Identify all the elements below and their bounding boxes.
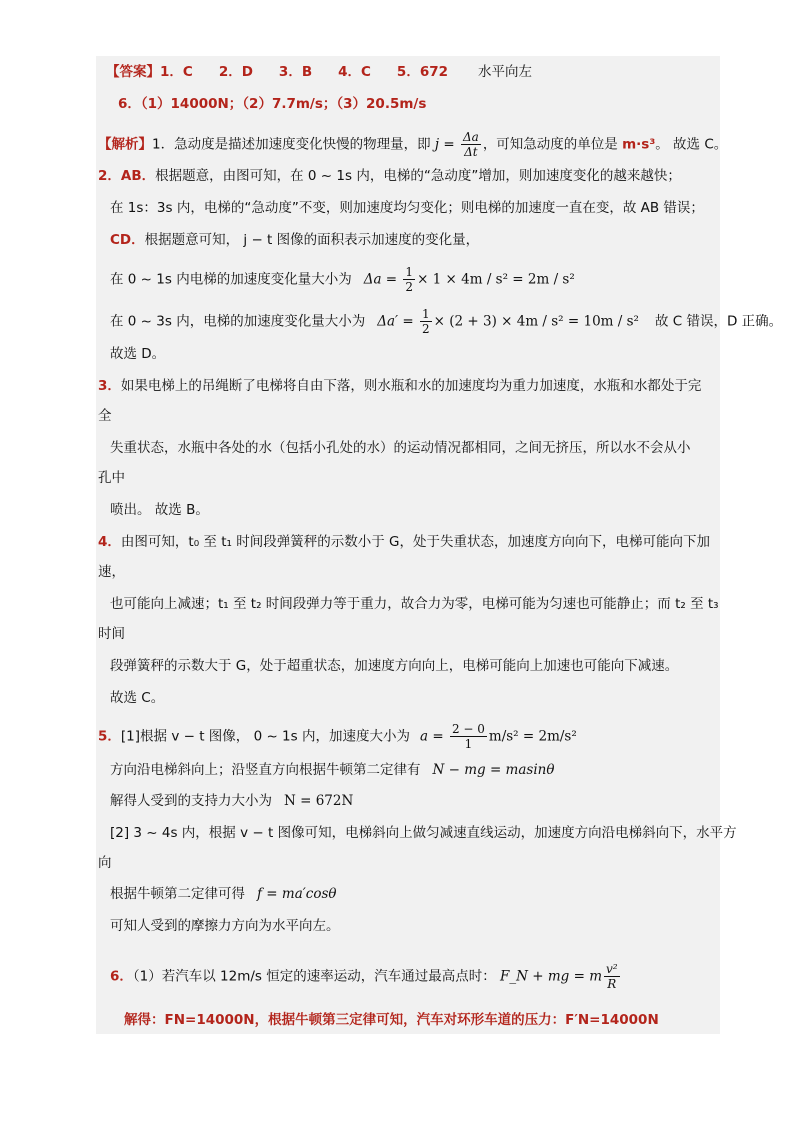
analysis-p5-line3 (110, 791, 353, 811)
analysis-tag: 【解析】 (98, 136, 152, 153)
analysis-p4-line1 (98, 532, 710, 552)
analysis-p3-line2: 全 (98, 408, 112, 424)
fraction-v-squared-over-r: $\frac{\text{v²}}{R}$ (606, 962, 618, 991)
answer-item: 3．B (278, 64, 313, 80)
answer-line (106, 62, 532, 82)
analysis-p2-line6: 故选 D。 (110, 346, 166, 362)
item-number: 5． (98, 728, 121, 745)
item-number: 4． (98, 534, 121, 550)
analysis-p5-line1: 5．[1]根据 v − t 图像， 0 ~ 1s 内，加速度大小为 a = $\frac{2 - 0}{1}$ m/s² = 2m/s² (98, 722, 577, 751)
analysis-text: 根据题意可知， j − t 图像的面积表示加速度的变化量， (144, 232, 480, 248)
answer-item: 4．C (338, 64, 371, 80)
analysis-p2-line2: 在 1s：3s 内，电梯的“急动度”不变，则加速度均匀变化；则电梯的加速度一直在变，故 AB 错误； (110, 200, 704, 216)
analysis-p2-line3 (110, 230, 479, 250)
fraction-one-half: $\frac{1}{2}$ (405, 265, 414, 294)
analysis-text: 方向沿电梯斜向上；沿竖直方向根据牛顿第二定律有 (110, 762, 421, 778)
item-number: 2．AB． (98, 168, 156, 184)
analysis-text: 由图可知，t₀ 至 t₁ 时间段弹簧秤的示数小于 G，处于失重状态，加速度方向向下，电梯可能向下加 (120, 534, 710, 550)
answer-item: 1．C (160, 64, 193, 80)
analysis-text: 。 故选 C。 (655, 136, 728, 153)
analysis-p2-line4: 在 0 ~ 1s 内电梯的加速度变化量大小为 Δa = $\frac{1}{2}$ × 1 × 4m / s² = 2m / s² (110, 265, 575, 294)
analysis-p4-line6: 故选 C。 (110, 690, 165, 706)
answer-tag: 【答案】 (106, 64, 160, 80)
analysis-p4-line3: 也可能向上减速；t₁ 至 t₂ 时间段弹力等于重力，故合力为零，电梯可能为匀速也可能静止；而 t₂ 至 t₃ (110, 596, 719, 612)
analysis-p4-line5: 段弹簧秤的示数大于 G，处于超重状态，加速度方向向上，电梯可能向上加速也可能向下减速。 (110, 658, 679, 674)
item-number: 3． (98, 378, 121, 394)
equation: × 1 × 4m / s² = 2m / s² (417, 271, 575, 288)
fraction-delta-a-over-delta-t: $\frac{\Delta a}{\Delta t}$ (462, 130, 479, 159)
analysis-text: [1]根据 v − t 图像， 0 ~ 1s 内，加速度大小为 (120, 728, 410, 745)
analysis-text: 1．急动度是描述加速度变化快慢的物理量，即 (152, 136, 431, 153)
analysis-text: 故 C 错误，D 正确。 (654, 313, 783, 330)
analysis-p4-line2: 速， (98, 564, 125, 580)
equation: N = 672N (284, 793, 354, 809)
analysis-p5-line4: [2] 3 ~ 4s 内，根据 v − t 图像可知，电梯斜向上做匀减速直线运动，加速度方向沿电梯斜向下，水平方 (110, 825, 737, 841)
item-number: CD． (110, 232, 145, 248)
equation: F_N + mg = m (500, 968, 603, 985)
analysis-text: ，可知急动度的单位是 (482, 136, 623, 153)
fraction-two-minus-zero-over-one: $\frac{2 - 0}{1}$ (451, 722, 485, 751)
analysis-p5-line5: 向 (98, 855, 112, 871)
answer-item: 5．672 (396, 64, 448, 80)
answer-item: 水平向左 (478, 64, 532, 80)
analysis-p1: 【解析】1．急动度是描述加速度变化快慢的物理量，即 j = $\frac{\Delta a}{\Delta t}$ ，可知急动度的单位是 m·s³。 故选 C。 (98, 130, 728, 159)
analysis-text: （1）若汽车以 12m/s 恒定的速率运动，汽车通过最高点时： (132, 968, 496, 985)
answer-line-2: 6．（1）14000N；（2）7.7m/s；（3）20.5m/s (118, 96, 427, 112)
analysis-text: 在 0 ~ 1s 内电梯的加速度变化量大小为 (110, 271, 352, 288)
equation: f = ma′cosθ (257, 886, 337, 902)
analysis-p6-line2 (124, 1010, 659, 1030)
unit-text: m·s³ (622, 136, 656, 153)
fraction-one-half: $\frac{1}{2}$ (421, 307, 430, 336)
analysis-text: 解得：FN=14000N，根据牛顿第三定律可知，汽车对环形车道的压力：F′N=14000N (124, 1012, 659, 1028)
analysis-text: 根据牛顿第二定律可得 (110, 886, 245, 902)
equation: N − mg = masinθ (432, 762, 555, 778)
analysis-p3-line5: 喷出。 故选 B。 (110, 502, 209, 518)
analysis-p2-line5: 在 0 ~ 3s 内，电梯的加速度变化量大小为 Δa′ = $\frac{1}{2}$ × (2 + 3) × 4m / s² = 10m / s² 故 C 错误，D 正确。 (110, 307, 783, 336)
analysis-p5-line2 (110, 760, 554, 780)
analysis-text: 在 0 ~ 3s 内，电梯的加速度变化量大小为 (110, 313, 366, 330)
equation: × (2 + 3) × 4m / s² = 10m / s² (433, 313, 639, 330)
answer-item: 2．D (218, 64, 253, 80)
analysis-text: 如果电梯上的吊绳断了电梯将自由下落，则水瓶和水的加速度均为重力加速度，水瓶和水都处于完 (120, 378, 702, 394)
analysis-p3-line4: 孔中 (98, 470, 125, 486)
equation: m/s² = 2m/s² (488, 728, 577, 745)
analysis-p3-line3: 失重状态，水瓶中各处的水（包括小孔处的水）的运动情况都相同，之间无挤压，所以水不会从小 (110, 440, 691, 456)
analysis-p4-line4: 时间 (98, 626, 125, 642)
item-number: 6． (110, 968, 133, 985)
analysis-p2-line1 (98, 166, 681, 186)
analysis-p5-line6 (110, 884, 337, 904)
analysis-p6-line1 (110, 962, 622, 991)
analysis-p5-line7: 可知人受到的摩擦力方向为水平向左。 (110, 918, 340, 934)
analysis-p3-line1 (98, 376, 701, 396)
analysis-text: 根据题意，由图可知，在 0 ~ 1s 内，电梯的“急动度”增加，则加速度变化的越来越快； (155, 168, 681, 184)
analysis-text: 解得人受到的支持力大小为 (110, 793, 272, 809)
